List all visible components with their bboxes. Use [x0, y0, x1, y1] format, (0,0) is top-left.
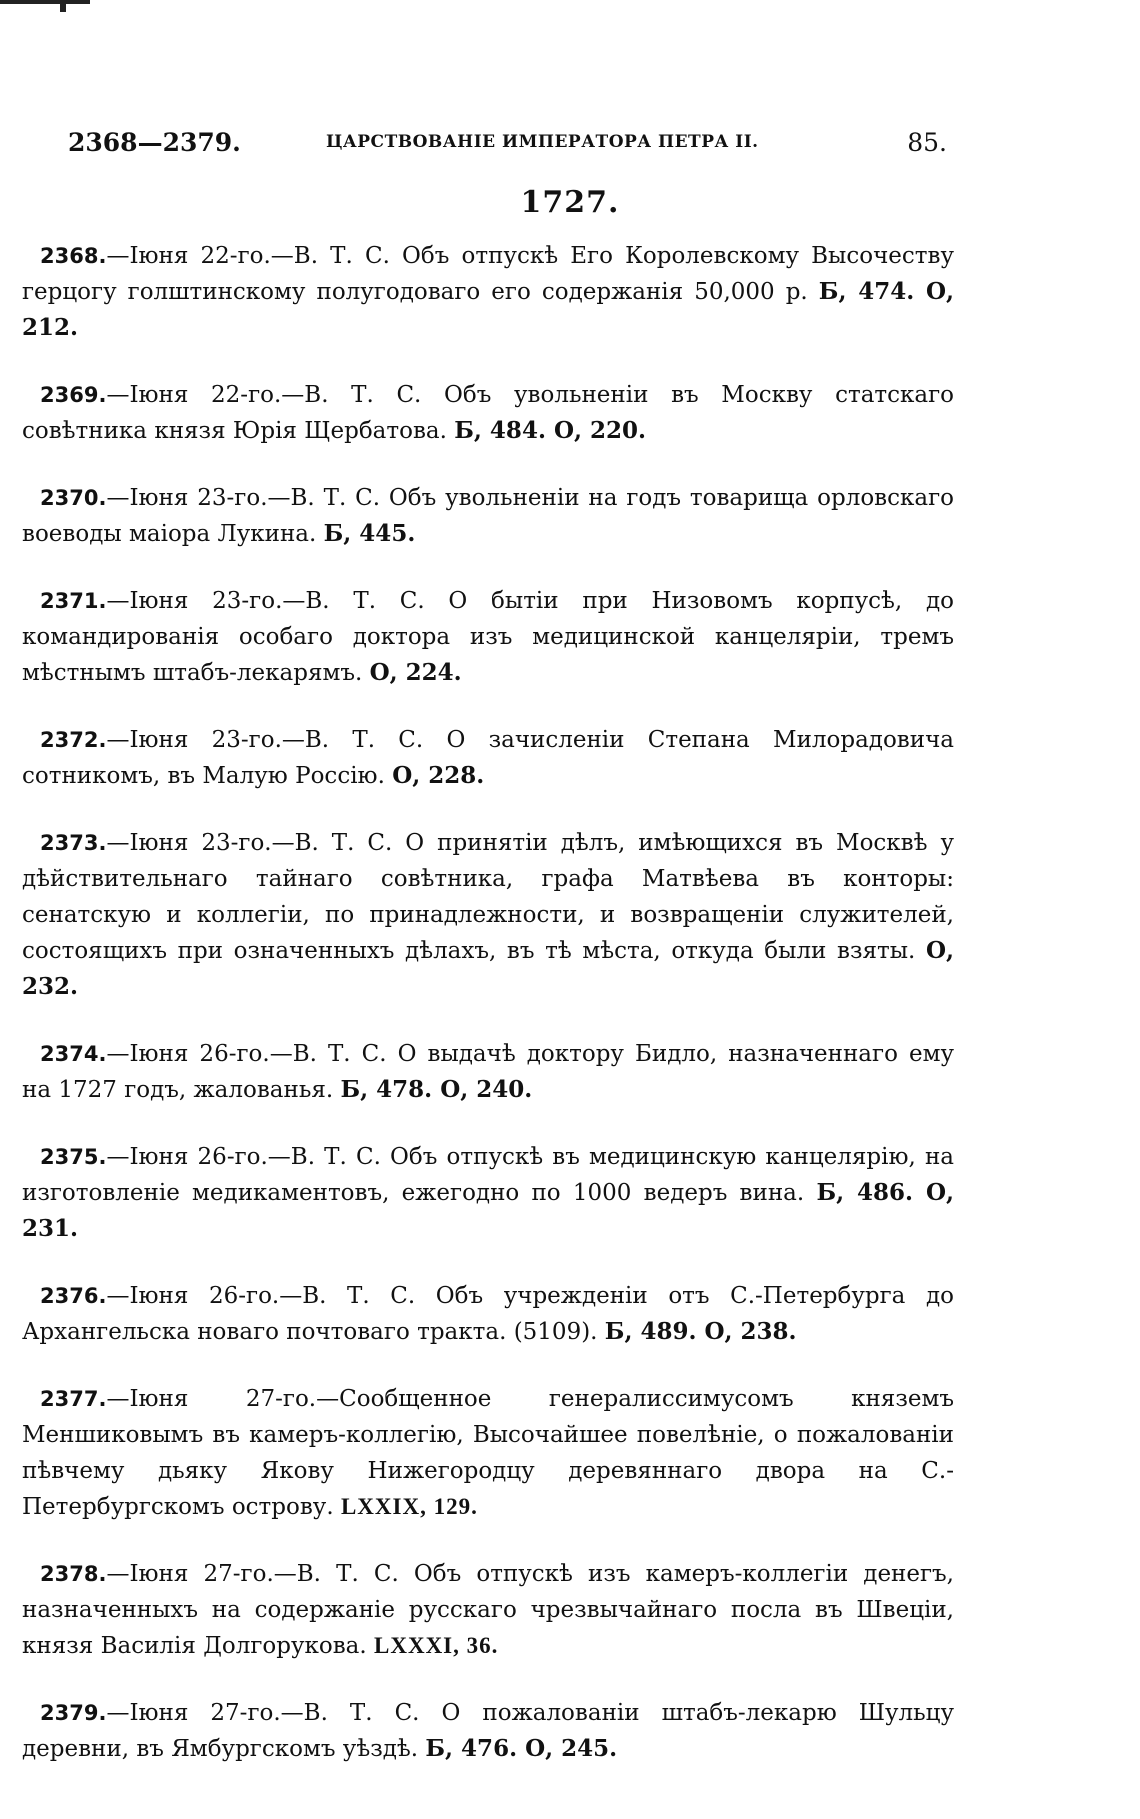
year-heading: 1727. [520, 185, 620, 220]
entry-number: 2375. [40, 1145, 107, 1169]
entry-text: В. Т. С. О зачисленіи Степана Милорадовича сотникомъ, въ Малую Россію. [22, 727, 955, 789]
entry: 2374.—Іюня 26-го.—В. Т. С. О выдачѣ доктору Бидло, назначеннаго ему на 1727 годъ, жалованья. Б, 478. О, 240. [22, 1041, 954, 1103]
entry: 2378.—Іюня 27-го.—В. Т. С. Объ отпускѣ изъ камеръ-коллегіи денегъ, назначенныхъ на содержаніе русскаго чрезвычайнаго посла въ Швеціи, князя Василія Долгорукова. LXXXI, 36. [22, 1561, 954, 1659]
entry-text: В. Т. С. Объ отпускѣ изъ камеръ-коллегіи денегъ, назначенныхъ на содержаніе русскаго чрезвычайнаго посла въ Швеціи, князя Василія Долгорукова. [22, 1561, 954, 1659]
entry-number: 2373. [40, 831, 107, 855]
entry: 2379.—Іюня 27-го.—В. Т. С. О пожалованіи штабъ-лекарю Шульцу деревни, въ Ямбургскомъ уѣздѣ. Б, 476. О, 245. [22, 1700, 954, 1762]
entry-refs: Б, 486. О, 231. [22, 1179, 955, 1242]
entry-refs: Б, 445. [323, 520, 416, 547]
entry-refs: Б, 476. О, 245. [425, 1735, 618, 1762]
entry-number: 2377. [40, 1387, 107, 1411]
entry-date: Іюня 26-го. [129, 1041, 270, 1067]
running-header [68, 128, 963, 168]
running-title: ЦАРСТВОВАНІЕ ИМПЕРАТОРА ПЕТРА II. [326, 132, 759, 152]
entry-date: Іюня 27-го. [129, 1561, 274, 1587]
entry-number: 2378. [40, 1562, 107, 1586]
entry: 2373.—Іюня 23-го.—В. Т. С. О принятіи дѣлъ, имѣющихся въ Москвѣ у дѣйствительнаго тайнаго совѣтника, графа Матвѣева въ конторы: сенатскую и коллегіи, по принадлежности, и возвращеніи служителей, состоящихъ при означенныхъ дѣлахъ, въ тѣ мѣста, откуда были взяты. О, 232. [22, 830, 955, 1000]
entry-date: Іюня 26-го. [129, 1283, 280, 1309]
entry-date: Іюня 22-го. [129, 382, 282, 408]
entry-refs: Б, 478. О, 240. [340, 1076, 533, 1103]
entry-text: В. Т. С. О бытіи при Низовомъ корпусѣ, до командированія особаго доктора изъ медицинской канцеляріи, тремъ мѣстнымъ штабъ-лекарямъ. [22, 588, 954, 686]
entry: 2377.—Іюня 27-го.—Сообщенное генералиссимусомъ княземъ Меншиковымъ въ камеръ-коллегію, Высочайшее повелѣніе, о пожалованіи пѣвчему дьяку Якову Нижегородцу деревяннаго двора на С.-Петербургскомъ острову. LXXIX, 129. [22, 1386, 954, 1520]
entry-number: 2376. [40, 1284, 107, 1308]
top-edge-mark-tick [60, 2, 66, 12]
entry-text: В. Т. С. Объ отпускѣ въ медицинскую канцелярію, на изготовленіе медикаментовъ, ежегодно по 1000 ведеръ вина. [22, 1144, 954, 1206]
entry-number: 2371. [40, 589, 107, 613]
entry-number: 2370. [40, 486, 107, 510]
entry: 2369.—Іюня 22-го.—В. Т. С. Объ увольненіи въ Москву статскаго совѣтника князя Юрія Щербатова. Б, 484. О, 220. [22, 382, 954, 444]
entry: 2376.—Іюня 26-го.—В. Т. С. Объ учрежденіи отъ С.-Петербурга до Архангельска новаго почтоваго тракта. (5109). Б, 489. О, 238. [22, 1283, 954, 1345]
entry-date: Іюня 26-го. [129, 1144, 268, 1170]
entry-refs: LXXXI, 36. [374, 1633, 499, 1658]
entry-text: В. Т. С. Объ учрежденіи отъ С.-Петербурга до Архангельска новаго почтоваго тракта. (5109). [22, 1283, 954, 1345]
entry-date: Іюня 27-го. [129, 1700, 281, 1726]
entry: 2368.—Іюня 22-го.—В. Т. С. Объ отпускѣ Его Королевскому Высочеству герцогу голштинскому полугодоваго его содержанія 50,000 р. Б, 474. О, 212. [22, 243, 954, 341]
entry-number: 2374. [40, 1042, 107, 1066]
entry-date: Іюня 23-го. [129, 588, 283, 614]
entry-refs: О, 224. [369, 659, 462, 686]
entry: 2371.—Іюня 23-го.—В. Т. С. О бытіи при Низовомъ корпусѣ, до командированія особаго доктора изъ медицинской канцеляріи, тремъ мѣстнымъ штабъ-лекарямъ. О, 224. [22, 588, 954, 686]
entry-text: В. Т. С. О пожалованіи штабъ-лекарю Шульцу деревни, въ Ямбургскомъ уѣздѣ. [22, 1700, 954, 1762]
entry: 2375.—Іюня 26-го.—В. Т. С. Объ отпускѣ въ медицинскую канцелярію, на изготовленіе медикаментовъ, ежегодно по 1000 ведеръ вина. Б, 486. О, 231. [22, 1144, 955, 1242]
entry-number: 2379. [40, 1701, 107, 1725]
entry-refs: О, 228. [392, 762, 485, 789]
entry-text: В. Т. С. О выдачѣ доктору Бидло, назначеннаго ему на 1727 годъ, жалованья. [22, 1041, 954, 1103]
entry-date: Іюня 23-го. [129, 830, 272, 856]
entry-text: В. Т. С. О принятіи дѣлъ, имѣющихся въ Москвѣ у дѣйствительнаго тайнаго совѣтника, графа Матвѣева въ конторы: сенатскую и коллегіи, по принадлежности, и возвращеніи служителей, состоящихъ при означенныхъ дѣлахъ, въ тѣ мѣста, откуда были взяты. [22, 830, 954, 964]
entry-date: Іюня 23-го. [129, 485, 268, 511]
entry-refs: Б, 489. О, 238. [604, 1318, 797, 1345]
entry-text: В. Т. С. Объ увольненіи на годъ товарища орловскаго воеводы маіора Лукина. [22, 485, 954, 547]
entry-date: Іюня 27-го. [129, 1386, 317, 1412]
entry-date: Іюня 22-го. [129, 243, 271, 269]
entry-refs: Б, 484. О, 220. [454, 417, 647, 444]
entries-list [22, 238, 954, 1798]
entry-number: 2369. [40, 383, 107, 407]
entry-refs: Б, 474. О, 212. [22, 278, 954, 341]
entry-text: В. Т. С. Объ увольненіи въ Москву статскаго совѣтника князя Юрія Щербатова. [22, 382, 954, 444]
entry-number: 2368. [40, 244, 107, 268]
entry-text: В. Т. С. Объ отпускѣ Его Королевскому Высочеству герцогу голштинскому полугодоваго его содержанія 50,000 р. [22, 243, 954, 305]
page-number: 85. [907, 128, 947, 157]
entry: 2370.—Іюня 23-го.—В. Т. С. Объ увольненіи на годъ товарища орловскаго воеводы маіора Лукина. Б, 445. [22, 485, 954, 547]
top-edge-mark [0, 0, 90, 4]
entry-text: Сообщенное генералиссимусомъ княземъ Меншиковымъ въ камеръ-коллегію, Высочайшее повелѣніе, о пожалованіи пѣвчему дьяку Якову Нижегородцу деревяннаго двора на С.-Петербургскомъ острову. [22, 1386, 954, 1520]
entry-date: Іюня 23-го. [129, 727, 282, 753]
entry-refs: О, 232. [22, 937, 955, 1000]
entry-refs: LXXIX, 129. [340, 1494, 478, 1519]
entry-range: 2368—2379. [68, 128, 241, 157]
entry: 2372.—Іюня 23-го.—В. Т. С. О зачисленіи Степана Милорадовича сотникомъ, въ Малую Россію. О, 228. [22, 727, 955, 789]
entry-number: 2372. [40, 728, 107, 752]
